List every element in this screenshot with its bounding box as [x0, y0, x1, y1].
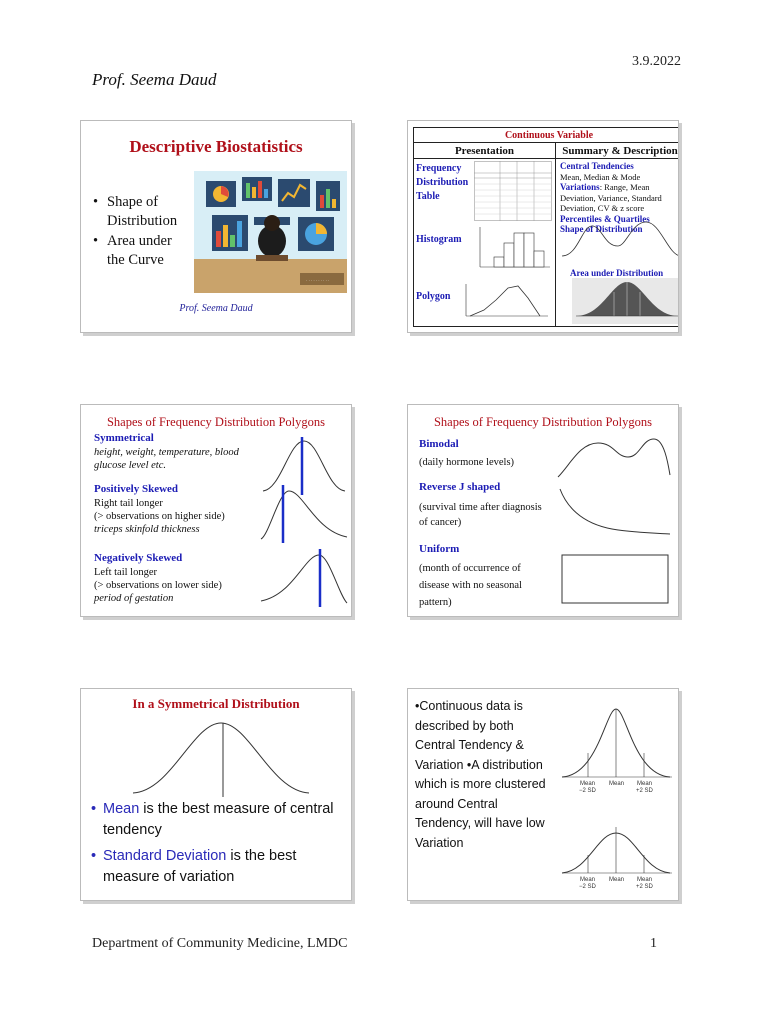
central-tendencies-values: Mean, Median & Mode: [560, 171, 641, 182]
tick-left-sd: −2 SD: [579, 788, 596, 793]
positively-skewed-line2: (> observations on higher side): [94, 511, 225, 522]
author-name: Prof. Seema Daud: [92, 70, 217, 89]
footer-department: Department of Community Medicine, LMDC: [92, 936, 348, 951]
negatively-skewed-line1: Left tail longer: [94, 567, 157, 578]
column-header-summary: Summary & Description: [556, 143, 679, 159]
tick-center-mean: Mean: [609, 877, 625, 883]
tick-right-mean: Mean: [637, 781, 653, 787]
continuous-variable-table: [413, 127, 679, 327]
negatively-skewed-line2: (> observations on lower side): [94, 580, 222, 591]
uniform-shape: [560, 553, 672, 607]
symmetrical-label: Symmetrical: [94, 432, 154, 444]
slide-shapes-polygons-1: [80, 404, 352, 617]
slide-continuous-variable: [407, 120, 679, 333]
slide-title: Shapes of Frequency Distribution Polygons: [106, 415, 326, 429]
wide-distribution-curve: [558, 799, 676, 889]
slide-title: In a Symmetrical Distribution: [132, 696, 300, 711]
positively-skewed-example: triceps skinfold thickness: [94, 524, 200, 535]
bimodal-text: (daily hormone levels): [419, 457, 515, 468]
variations-line: [560, 182, 679, 214]
page-number: 1: [650, 936, 657, 951]
bullet-item: • Area under the Curve: [93, 232, 193, 270]
reverse-j-curve: [556, 487, 672, 539]
tick-right-mean: Mean: [637, 877, 653, 883]
frequency-table-label: Frequency Distribution Table: [416, 163, 469, 202]
percentiles-label: Percentiles & Quartiles: [560, 213, 650, 224]
area-under-distribution-label: Area under Distribution: [570, 268, 664, 278]
bimodal-label: Bimodal: [419, 438, 459, 450]
bullet-dot: •: [91, 848, 97, 864]
slide-descriptive-biostatistics: [80, 120, 352, 333]
variations-label: Variations: [560, 182, 600, 192]
positively-skewed-curve: [259, 483, 349, 543]
tick-left-sd: −2 SD: [579, 884, 596, 889]
negatively-skewed-example: period of gestation: [94, 593, 174, 604]
shape-label: Shape of Distribution: [560, 224, 643, 234]
bullet-mean: [91, 799, 341, 841]
positively-skewed-line1: Right tail longer: [94, 498, 163, 509]
narrow-distribution-curve: [558, 703, 676, 793]
slide-title: Descriptive Biostatistics: [129, 137, 303, 156]
area-under-curve-thumbnail: [572, 278, 679, 324]
negatively-skewed-label: Negatively Skewed: [94, 552, 183, 564]
column-divider: [555, 143, 556, 327]
data-analyst-illustration: [194, 171, 347, 293]
uniform-label: Uniform: [419, 543, 460, 555]
bullet-list: [93, 193, 193, 271]
bimodal-curve: [556, 435, 672, 479]
negatively-skewed-curve: [259, 545, 349, 607]
histogram-thumbnail: [474, 223, 552, 273]
date: 3.9.2022: [632, 54, 681, 69]
tick-right-sd: +2 SD: [636, 884, 653, 889]
slide-symmetrical-distribution: [80, 688, 352, 901]
svg-text:· · · · · · · · · ·: · · · · · · · · · ·: [306, 278, 330, 283]
reverse-j-label: Reverse J shaped: [419, 481, 501, 493]
symmetrical-examples: height, weight, temperature, blood glucose level etc.: [94, 447, 239, 471]
positively-skewed-label: Positively Skewed: [94, 483, 179, 495]
bullet-item: • Shape of Distribution: [93, 193, 193, 231]
tick-left-mean: Mean: [580, 781, 596, 787]
polygon-thumbnail: [462, 280, 550, 324]
bullet-standard-deviation: [91, 846, 341, 888]
polygon-label: Polygon: [416, 291, 451, 302]
slide-body-text: •Continuous data is described by both Central Tendency & Variation •A distribution which is more clustered around Central Tendency, will have low Variation: [415, 699, 546, 850]
tick-right-sd: +2 SD: [636, 788, 653, 793]
bullet-key: Standard Deviation: [103, 848, 227, 864]
bullet-rest: is the best measure of variation: [103, 848, 297, 885]
variations-values: : Range, Mean Deviation, Variance, Standard Deviation, CV & z score: [560, 182, 662, 213]
tick-left-mean: Mean: [580, 877, 596, 883]
central-tendencies-label: Central Tendencies: [560, 161, 634, 171]
normal-curve: [131, 717, 311, 797]
reverse-j-text: (survival time after diagnosis of cancer): [419, 502, 542, 528]
slide-author: Prof. Seema Daud: [179, 303, 253, 314]
column-header-presentation: Presentation: [414, 143, 555, 159]
distribution-shapes-thumbnail: [560, 218, 679, 260]
tick-center-mean: Mean: [609, 781, 625, 787]
frequency-table-thumbnail: [474, 161, 552, 221]
histogram-label: Histogram: [416, 234, 462, 245]
slide-shapes-polygons-2: [407, 404, 679, 617]
table-header: Continuous Variable: [414, 128, 679, 143]
bullet-key: Mean: [103, 801, 140, 817]
bullet-rest: is the best measure of central tendency: [103, 801, 334, 838]
uniform-text: (month of occurrence of disease with no seasonal pattern): [419, 563, 522, 608]
slide-title: Shapes of Frequency Distribution Polygons: [433, 415, 653, 429]
slide-central-tendency-variation: [407, 688, 679, 901]
bullet-dot: •: [91, 801, 97, 817]
